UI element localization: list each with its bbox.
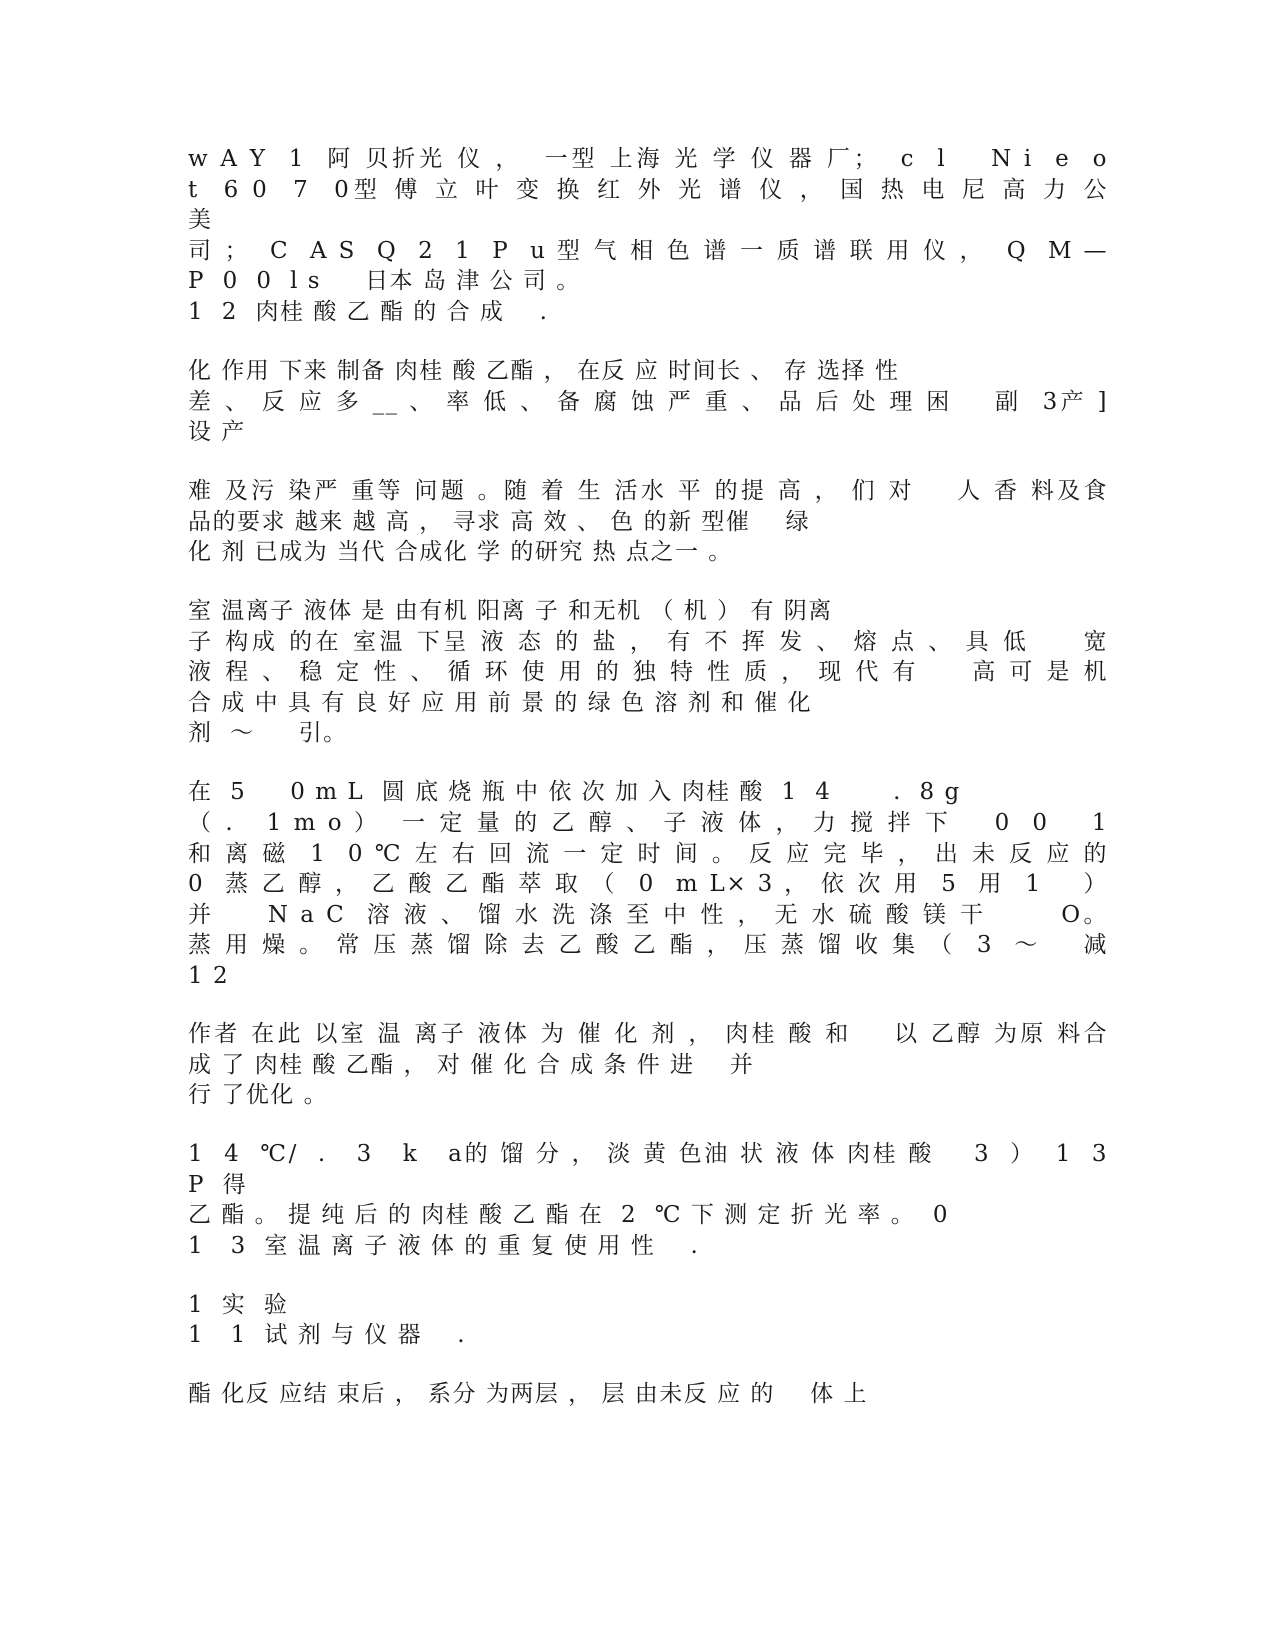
text-line: 1 4 ℃/ . 3 k a的 馏 分 ， 淡 黄 色油 状 液 体 肉桂 酸 3 ） 1 3 <box>188 1141 1108 1167</box>
text-line: 剂 ～ 引。 <box>188 720 348 746</box>
text-line: 在 5 0 m L 圆 底 烧 瓶 中 依 次 加 入 肉桂 酸 1 4 . 8 g <box>188 779 961 805</box>
text-line: 蒸 用 燥 。 常 压 蒸 馏 除 去 乙 酸 乙 酯 ， 压 蒸 馏 收 集 （ 3 ～ 减 <box>188 932 1108 958</box>
text-line: 设 产 <box>188 419 246 445</box>
text-line: 行 了优化 。 <box>188 1082 329 1108</box>
text-line: P 0 0 l s 日本 岛 津 公 司 。 <box>188 268 581 294</box>
text-line: 乙 酯 。 提 纯 后 的 肉桂 酸 乙 酯 在 2 ℃ 下 测 定 折 光 率 。 0 <box>188 1202 949 1228</box>
text-line: t 6 0 7 0型 傅 立 叶 变 换 红 外 光 谱 仪 ， 国 热 电 尼 高 力 公 <box>188 177 1108 203</box>
text-line: 美 <box>188 207 213 233</box>
text-line: 作者 在此 以室 温 离子 液体 为 催 化 剂 ， 肉桂 酸 和 以 乙醇 为原 料合 <box>188 1021 1108 1047</box>
section-heading: 1 实 验 <box>188 1292 289 1318</box>
text-line: 并 N a C 溶 液 、 馏 水 洗 涤 至 中 性 ， 无 水 硫 酸 镁 干 O。 <box>188 902 1108 928</box>
text-line: 成 了 肉桂 酸 乙酯 ， 对 催 化 合 成 条 件 进 并 <box>188 1052 755 1078</box>
text-line: 合 成 中 具 有 良 好 应 用 前 景 的 绿 色 溶 剂 和 催 化 <box>188 690 813 716</box>
text-line: 难 及污 染严 重等 问题 。随 着 生 活水 平 的提 高 ， 们 对 人 香 料及食 <box>188 478 1108 504</box>
text-line: 司 ； C A S Q 2 1 P u 型 气 相 色 谱 一 质 谱 联 用 仪 ， Q M — <box>188 238 1108 264</box>
text-line: 0 蒸 乙 醇 ， 乙 酸 乙 酯 萃 取 （ 0 m L× 3 ， 依 次 用 5 用 1 ） <box>188 871 1108 897</box>
text-line: 和 离 磁 1 0 ℃ 左 右 回 流 一 定 时 间 。 反 应 完 毕 ， 出 未 反 应 的 <box>188 841 1108 867</box>
text-line: 化 作用 下来 制备 肉桂 酸 乙酯 ， 在反 应 时间长 、 存 选择 性 <box>188 358 900 384</box>
text-line: 化 剂 已成为 当代 合成化 学 的研究 热 点之一 。 <box>188 539 733 565</box>
text-line: 品的要求 越来 越 高 ， 寻求 高 效 、 色 的新 型催 绿 <box>188 509 811 535</box>
section-heading: 1 3 室 温 离 子 液 体 的 重 复 使 用 性 . <box>188 1233 700 1259</box>
text-line: 酯 化反 应结 束后 ， 系分 为两层 ， 层 由未反 应 的 体 上 <box>188 1381 868 1407</box>
text-line: 1 2 <box>188 963 230 989</box>
text-line: w A Y 1 阿 贝折光 仪 ， 一型 上海 光 学 仪 器 厂； c l N i e o <box>188 146 1108 172</box>
text-line: 液 程 、 稳 定 性 、 循 环 使 用 的 独 特 性 质 ， 现 代 有 高 可 是 机 <box>188 659 1108 685</box>
text-line: 室 温离子 液体 是 由有机 阳离 子 和无机 （ 机 ） 有 阴离 <box>188 598 833 624</box>
section-heading: 1 1 试 剂 与 仪 器 . <box>188 1322 467 1348</box>
text-line: 子 构成 的在 室温 下呈 液 态 的 盐 ， 有 不 挥 发 、 熔 点 、 具 低 宽 <box>188 629 1108 655</box>
text-line: （ . 1 m o ） 一 定 量 的 乙 醇 、 子 液 体 ， 力 搅 拌 下 0 0 1 <box>188 810 1108 836</box>
section-heading: 1 2 肉桂 酸 乙 酯 的 合 成 . <box>188 299 549 325</box>
text-line: 差 、 反 应 多 __ 、 率 低 、 备 腐 蚀 严 重 、 品 后 处 理 困 副 3产 ] <box>188 389 1108 415</box>
text-line: P 得 <box>188 1172 248 1198</box>
